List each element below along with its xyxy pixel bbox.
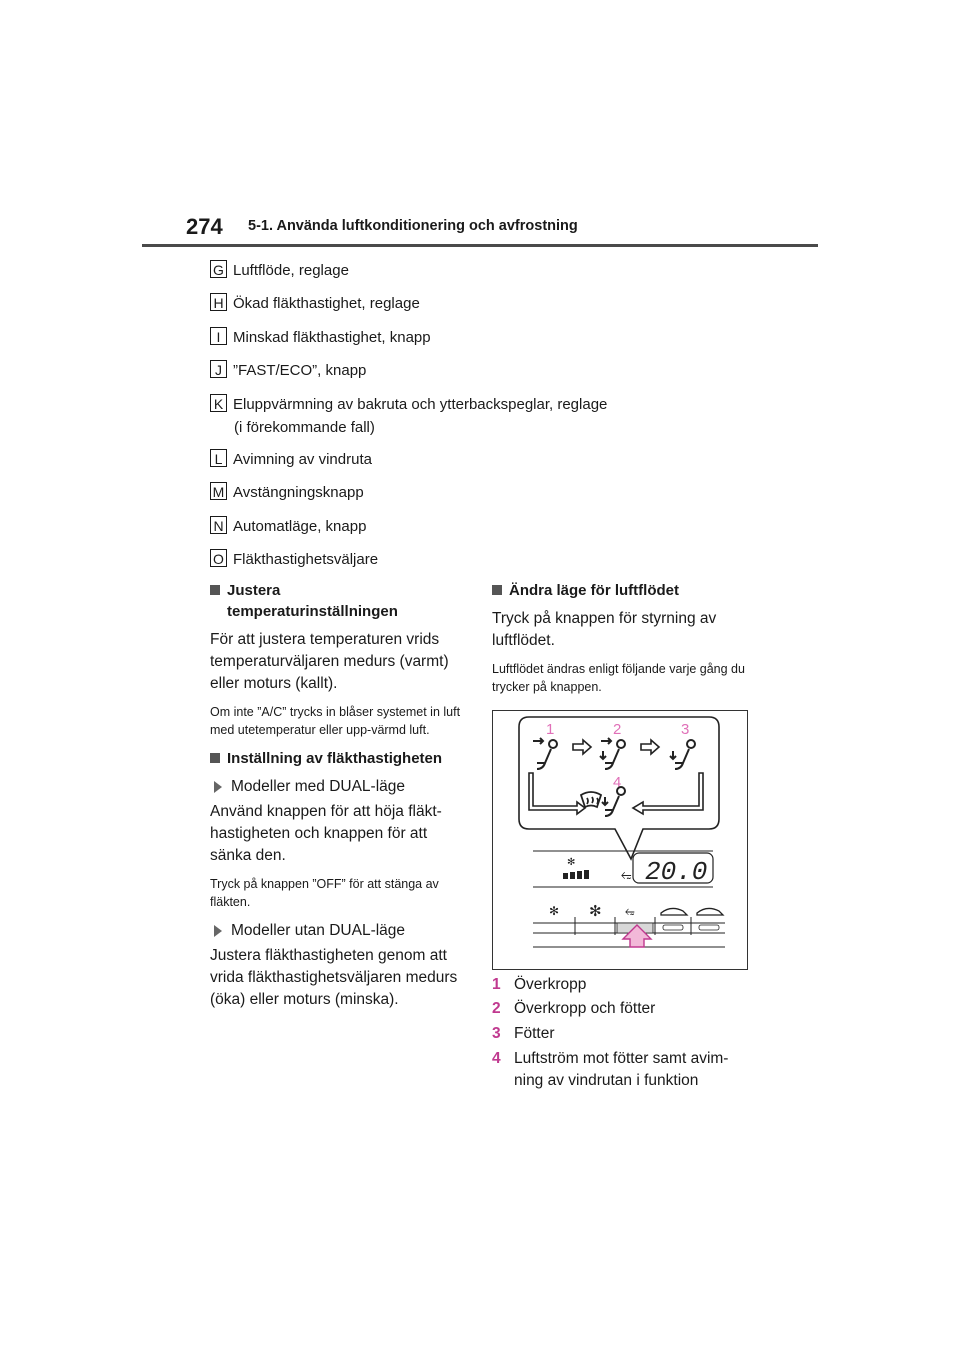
legend-label: Luftflöde, reglage xyxy=(233,262,349,279)
display-temperature: 20.0 xyxy=(645,857,708,887)
dual-body: Använd knappen för att höja fläkt-hastigheten och knappen för att sänka den. xyxy=(210,803,442,864)
fan-small-icon: ✻ xyxy=(567,857,576,868)
mode-item-4 xyxy=(492,1048,754,1092)
airflow-heading-text: Ändra läge för luftflödet xyxy=(509,582,679,599)
legend-label: Ökad fläkthastighet, reglage xyxy=(233,295,420,312)
legend-item-j xyxy=(210,360,366,382)
temp-heading-line1: Justera xyxy=(227,582,281,599)
square-bullet-icon xyxy=(210,753,220,763)
dual-bullet-text: Modeller med DUAL-läge xyxy=(231,778,406,795)
recirculation-icon xyxy=(661,908,687,915)
legend-label: Avstängningsknapp xyxy=(233,484,364,501)
temp-body: För att justera temperaturen vrids temperaturväljaren medurs (varmt) eller moturs (kallt). xyxy=(210,631,449,692)
airflow-mode-figure xyxy=(492,710,748,970)
mode-item-2 xyxy=(492,998,655,1020)
triangle-bullet-icon xyxy=(214,781,222,793)
fan-down-icon: ✻ xyxy=(549,904,560,918)
mode-label-4: 4 xyxy=(613,774,622,791)
legend-key: K xyxy=(210,394,227,412)
mode-item-3 xyxy=(492,1023,554,1045)
dual-bullet xyxy=(210,776,465,798)
nodual-bullet-text: Modeller utan DUAL-läge xyxy=(231,922,406,939)
mode-number: 3 xyxy=(492,1025,501,1042)
fan-level-bars xyxy=(563,857,589,879)
legend-item-l xyxy=(210,449,372,471)
left-column xyxy=(210,580,465,1011)
triangle-bullet-icon xyxy=(214,925,222,937)
airflow-mode-icon: ⥳ xyxy=(625,904,635,918)
nodual-bullet xyxy=(210,920,465,942)
airflow-heading xyxy=(492,580,748,601)
fan-heading xyxy=(210,748,465,769)
legend-label: Automatläge, knapp xyxy=(233,518,367,535)
legend-item-i xyxy=(210,327,431,349)
mode-label-1: 1 xyxy=(546,721,555,738)
mode-number: 4 xyxy=(492,1050,501,1067)
fan-up-icon: ✻ xyxy=(589,903,602,920)
mode-label-2: 2 xyxy=(613,721,622,738)
legend-key: J xyxy=(210,360,227,378)
airflow-note: Luftflödet ändras enligt följande varje gång du trycker på knappen. xyxy=(492,662,745,694)
legend-label: Fläkthastighetsväljare xyxy=(233,551,379,568)
indicator-light xyxy=(699,925,719,930)
legend-item-k xyxy=(210,394,607,439)
legend-label: Eluppvärmning av bakruta och ytterbackspeglar, reglage xyxy=(233,396,608,413)
mode-label: Överkropp xyxy=(514,976,587,993)
mode-number: 1 xyxy=(492,976,501,993)
mode-item-1 xyxy=(492,974,586,996)
display-mode-icon: ⥳ xyxy=(621,867,632,882)
legend-label: Avimning av vindruta xyxy=(233,451,372,468)
nodual-body: Justera fläkthastigheten genom att vrida fläkthastighetsväljaren medurs (öka) eller moturs (minska). xyxy=(210,947,458,1008)
fan-heading-text: Inställning av fläkthastigheten xyxy=(227,750,443,767)
climate-panel-illustration xyxy=(493,711,747,969)
right-column xyxy=(492,580,748,696)
legend-key: O xyxy=(210,549,227,567)
header-rule xyxy=(142,244,818,247)
fresh-air-icon xyxy=(697,908,723,915)
legend-key: G xyxy=(210,260,227,278)
legend-item-o xyxy=(210,549,378,571)
section-title: 5-1. Använda luftkonditionering och avfrostning xyxy=(248,218,578,234)
legend-key: N xyxy=(210,516,227,534)
legend-label: Minskad fläkthastighet, knapp xyxy=(233,329,431,346)
square-bullet-icon xyxy=(210,585,220,595)
legend-item-n xyxy=(210,516,366,538)
legend-item-g xyxy=(210,260,349,282)
mode-label: Fötter xyxy=(514,1025,555,1042)
legend-item-m xyxy=(210,482,364,504)
legend-key: L xyxy=(210,449,227,467)
legend-key: I xyxy=(210,327,227,345)
mode-label: Luftström mot fötter samt avim-ning av vindrutan i funktion xyxy=(514,1050,729,1089)
temp-note: Om inte ”A/C” trycks in blåser systemet in luft med utetemperatur eller upp-värmd luft. xyxy=(210,705,461,737)
mode-label-3: 3 xyxy=(681,721,690,738)
dual-note: Tryck på knappen ”OFF” för att stänga av fläkten. xyxy=(210,877,439,909)
legend-key: H xyxy=(210,293,227,311)
mode-number: 2 xyxy=(492,1000,501,1017)
square-bullet-icon xyxy=(492,585,502,595)
page-number: 274 xyxy=(186,214,223,239)
legend-sub-label: (i förekommande fall) xyxy=(234,419,375,436)
airflow-body: Tryck på knappen för styrning av luftflödet. xyxy=(492,610,717,649)
legend-key: M xyxy=(210,482,227,500)
mode-label: Överkropp och fötter xyxy=(514,1000,656,1017)
legend-label: ”FAST/ECO”, knapp xyxy=(233,362,367,379)
temp-heading-line2: temperaturinställningen xyxy=(227,603,398,620)
indicator-light xyxy=(663,925,683,930)
legend-item-h xyxy=(210,293,420,315)
temp-heading xyxy=(210,580,465,622)
